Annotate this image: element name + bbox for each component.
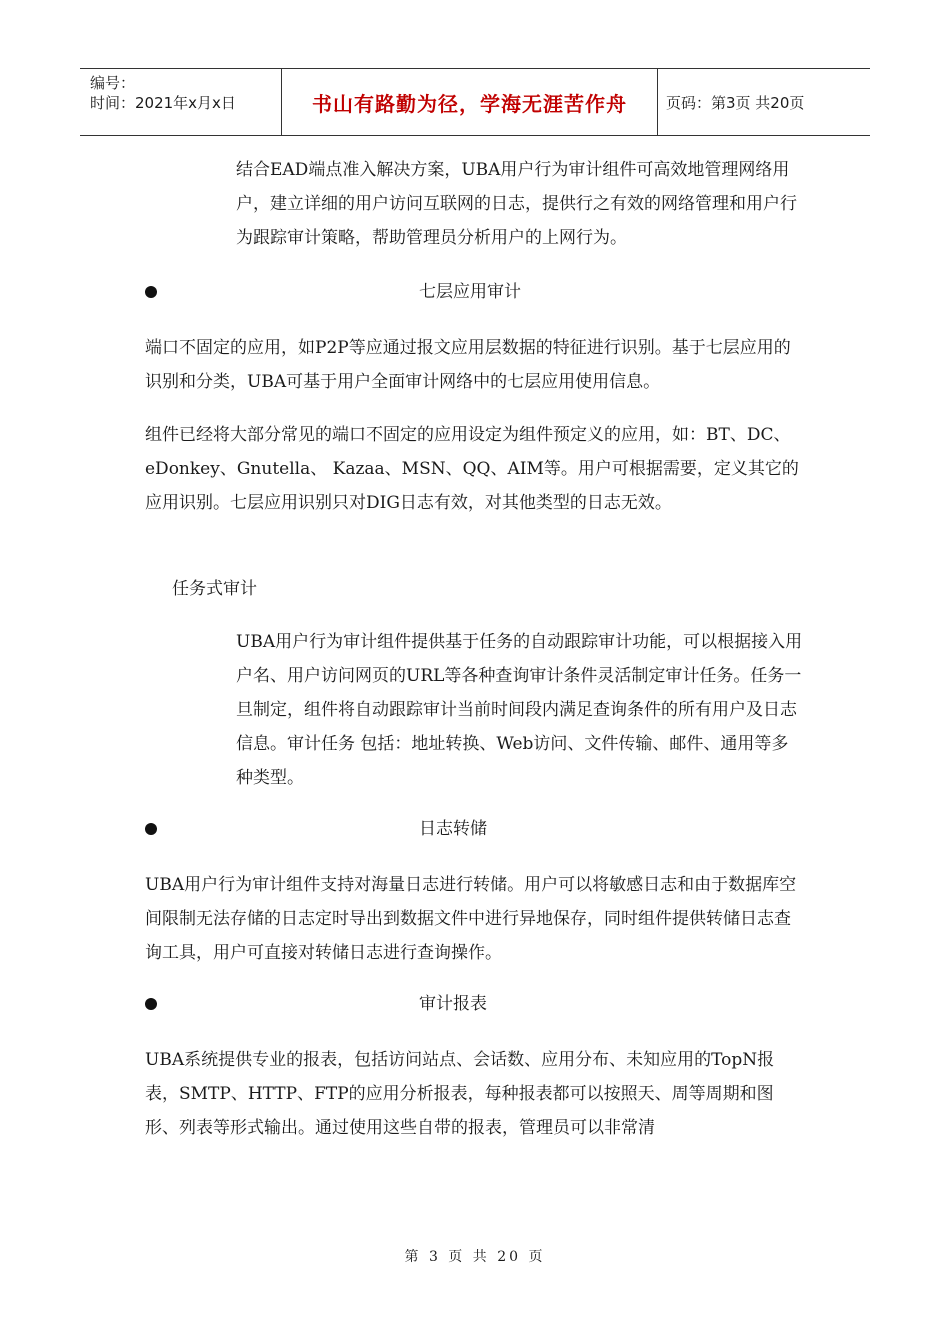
intro-paragraph: 结合EAD端点准入解决方案，UBA用户行为审计组件可高效地管理网络用户，建立详细的用户访问互联网的日志，提供行之有效的网络管理和用户行为跟踪审计策略，帮助管理员分析用户的上网行为。 (236, 160, 797, 248)
bullet-log-dump (145, 815, 785, 845)
header-table (80, 68, 870, 136)
section-title-report: 审计报表 (419, 994, 487, 1014)
time-label: 时间：2021年x月x日 (90, 94, 236, 112)
task-paragraph: UBA用户行为审计组件提供基于任务的自动跟踪审计功能，可以根据接入用户名、用户访问网页的URL等各种查询审计条件灵活制定审计任务。任务一旦制定，组件将自动跟踪审计当前时间段内满足查询条件的所有用户及日志信息。审计任务 包括：地址转换、Web访问、文件传输、邮件、通用等多种类型。 (236, 632, 803, 788)
report-paragraph: UBA系统提供专业的报表，包括访问站点、会话数、应用分布、未知应用的TopN报表，SMTP、HTTP、FTP的应用分析报表，每种报表都可以按照天、周等周期和图形、列表等形式输出。通过使用这些自带的报表，管理员可以非常清 (145, 1050, 775, 1138)
layer7-paragraph-2: 组件已经将大部分常见的端口不固定的应用设定为组件预定义的应用，如：BT、DC、eDonkey、Gnutella、 Kazaa、MSN、QQ、AIM等。用户可根据需要，定义其它的应用识别。七层应用识别只对DIG日志有效，对其他类型的日志无效。 (145, 425, 799, 513)
section-title-layer7: 七层应用审计 (419, 282, 521, 302)
section-title-task: 任务式审计 (172, 579, 257, 599)
page-footer: 第 3 页 共 20 页 (404, 1249, 546, 1265)
bullet-report (145, 990, 785, 1020)
section-title-log-dump: 日志转储 (419, 819, 487, 839)
layer7-paragraph-1: 端口不固定的应用，如P2P等应通过报文应用层数据的特征进行识别。基于七层应用的识别和分类，UBA可基于用户全面审计网络中的七层应用使用信息。 (145, 338, 791, 392)
log-dump-paragraph: UBA用户行为审计组件支持对海量日志进行转储。用户可以将敏感日志和由于数据库空间限制无法存储的日志定时导出到数据文件中进行异地保存，同时组件提供转储日志查询工具，用户可直接对转储日志进行查询操作。 (145, 875, 797, 963)
number-label: 编号： (90, 74, 136, 92)
bullet-dot-icon (145, 998, 157, 1010)
page-info: 页码：第3页 共20页 (666, 93, 805, 112)
bullet-dot-icon (145, 823, 157, 835)
header-left-cell (80, 69, 282, 135)
motto: 书山有路勤为径，学海无涯苦作舟 (282, 69, 658, 135)
bullet-layer7 (145, 278, 785, 308)
bullet-dot-icon (145, 286, 157, 298)
